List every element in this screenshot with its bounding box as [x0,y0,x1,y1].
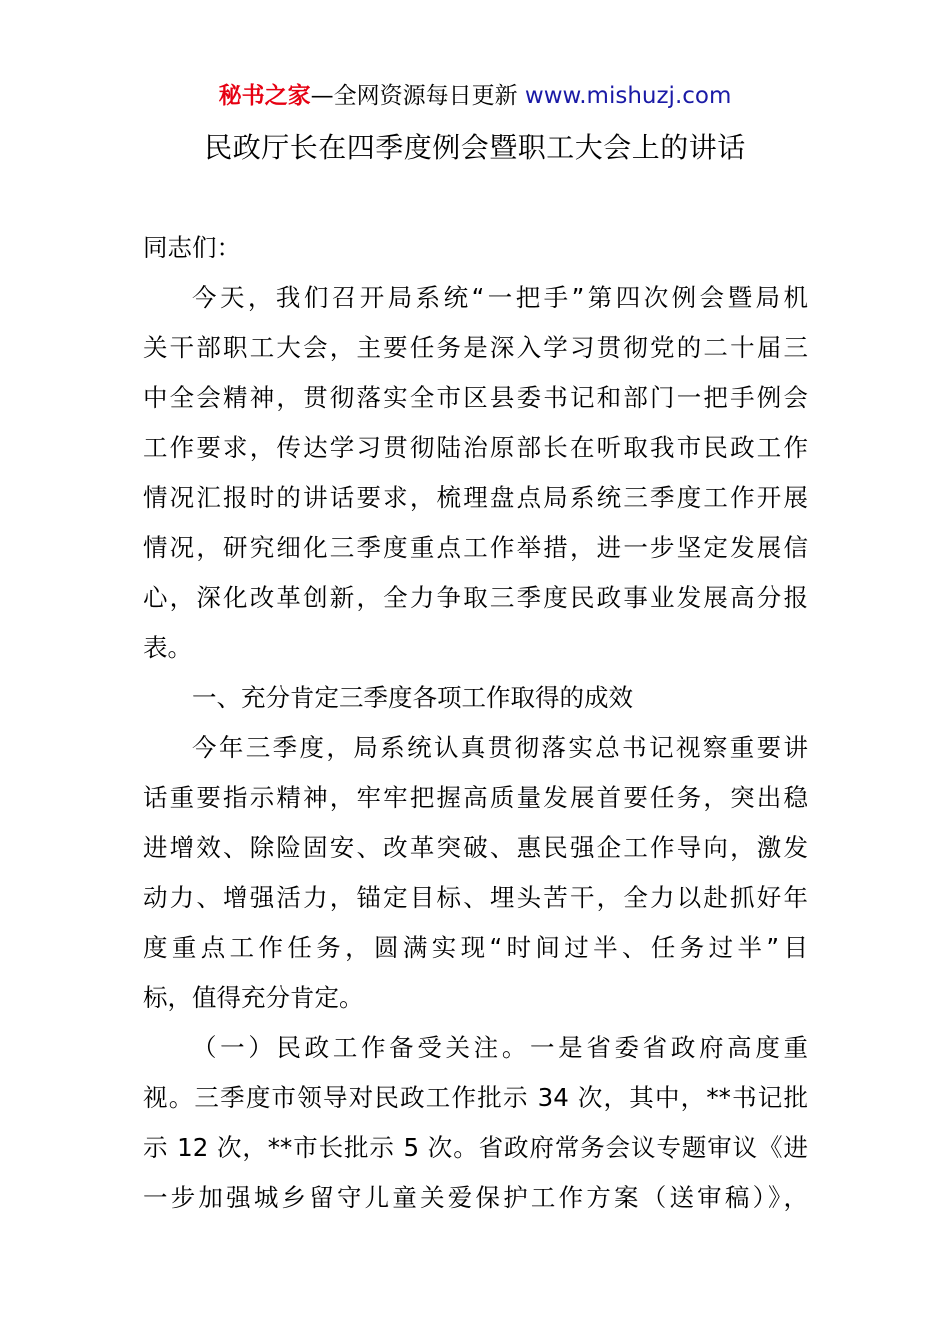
paragraph-line: 视。三季度市领导对民政工作批示 34 次，其中，**书记批 [143,1083,808,1112]
paragraph-line: 标，值得充分肯定。 [143,983,364,1012]
paragraph-line: 工作要求，传达学习贯彻陆治原部长在听取我市民政工作 [143,433,808,462]
paragraph-line: 度重点工作任务，圆满实现“时间过半、任务过半”目 [143,933,808,962]
salutation: 同志们： [143,233,241,262]
site-tagline: —全网资源每日更新 [310,83,525,109]
paragraph-line: 今年三季度，局系统认真贯彻落实总书记视察重要讲 [192,733,808,762]
site-header [0,80,950,112]
paragraph-line: 中全会精神，贯彻落实全市区县委书记和部门一把手例会 [143,383,808,412]
paragraph-line: 情况汇报时的讲话要求，梳理盘点局系统三季度工作开展 [143,483,808,512]
paragraph-line: 关干部职工大会，主要任务是深入学习贯彻党的二十届三 [143,333,808,362]
site-brand: 秘书之家 [218,83,311,109]
paragraph-line: 进增效、除险固安、改革突破、惠民强企工作导向，激发 [143,833,808,862]
document-title: 民政厅长在四季度例会暨职工大会上的讲话 [204,131,746,164]
paragraph-line: 示 12 次，**市长批示 5 次。省政府常务会议专题审议《进 [143,1133,808,1162]
paragraph-line: 一步加强城乡留守儿童关爱保护工作方案（送审稿）》， [143,1183,808,1212]
section-heading: 一、充分肯定三季度各项工作取得的成效 [192,683,633,712]
paragraph-line: 情况，研究细化三季度重点工作举措，进一步坚定发展信 [143,533,808,562]
paragraph-line: 表。 [143,633,192,662]
document-body [143,226,808,1226]
paragraph-line: 动力、增强活力，锚定目标、埋头苦干，全力以赴抓好年 [143,883,808,912]
paragraph-line: 心，深化改革创新，全力争取三季度民政事业发展高分报 [143,583,808,612]
paragraph-line: 话重要指示精神，牢牢把握高质量发展首要任务，突出稳 [143,783,808,812]
paragraph-line: 今天，我们召开局系统“一把手”第四次例会暨局机 [192,283,808,312]
paragraph-line: （一）民政工作备受关注。一是省委省政府高度重 [192,1033,808,1062]
site-url[interactable]: www.mishuzj.com [524,83,732,109]
